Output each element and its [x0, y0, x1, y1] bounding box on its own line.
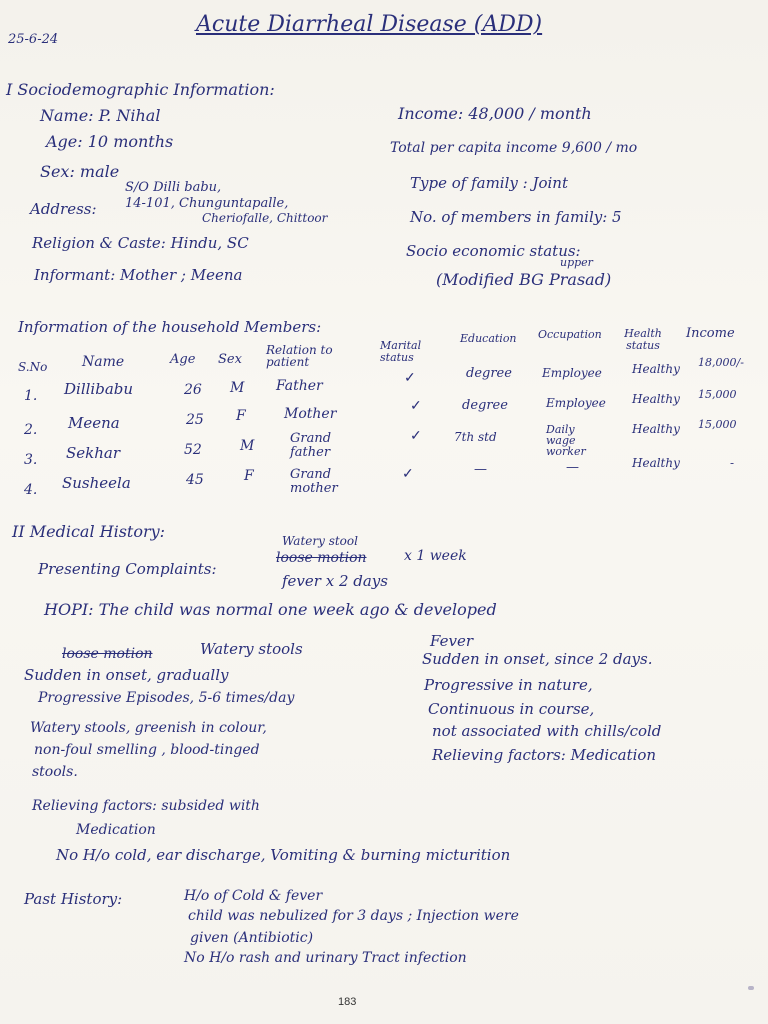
row-sex: M — [230, 380, 245, 396]
row-age: 25 — [186, 412, 204, 428]
left-line: Progressive Episodes, 5-6 times/day — [38, 690, 295, 706]
section1-heading: I Sociodemographic Information: — [6, 80, 275, 99]
col-occupation: Occupation — [538, 328, 602, 341]
row-health: Healthy — [632, 422, 680, 436]
col-name: Name — [82, 354, 125, 370]
row-income: 15,000 — [698, 388, 737, 401]
row-marital: ✓ — [410, 428, 422, 444]
left-line: stools. — [32, 764, 78, 780]
past-history-label: Past History: — [24, 890, 123, 908]
row-relation: Mother — [284, 406, 337, 422]
per-capita-income: Total per capita income 9,600 / mo — [390, 140, 638, 156]
right-line: Progressive in nature, — [424, 676, 593, 694]
date: 25-6-24 — [8, 32, 59, 47]
col-relation: Relation to patient — [266, 343, 333, 369]
row-marital: ✓ — [404, 370, 416, 386]
row-sno: 3. — [24, 452, 38, 468]
row-income: - — [730, 456, 735, 470]
col-age: Age — [170, 352, 196, 367]
row-relation: Father — [276, 378, 323, 394]
complaint1-insert: Watery stool — [282, 534, 358, 548]
struck-loose-motion: loose motion — [62, 646, 153, 662]
income: Income: 48,000 / month — [398, 104, 592, 123]
row-income: 15,000 — [698, 418, 737, 431]
no-history: No H/o cold, ear discharge, Vomiting & burning micturition — [56, 846, 511, 864]
religion-caste: Religion & Caste: Hindu, SC — [32, 234, 249, 252]
col-sno: S.No — [18, 360, 48, 374]
address-line3: Cheriofalle, Chittoor — [202, 211, 328, 225]
patient-name: Name: P. Nihal — [40, 106, 161, 125]
row-name: Meena — [68, 414, 120, 432]
row-occupation: Employee — [542, 366, 602, 380]
right-line: Continuous in course, — [428, 700, 595, 718]
ink-mark — [748, 986, 754, 990]
row-name: Susheela — [62, 474, 131, 492]
row-occupation: — — [566, 460, 579, 475]
hopi: HOPI: The child was normal one week ago & developed — [44, 600, 497, 619]
patient-sex: Sex: male — [40, 162, 120, 181]
page-title: Acute Diarrheal Disease (ADD) — [196, 12, 543, 37]
row-health: Healthy — [632, 392, 680, 406]
row-name: Dillibabu — [64, 380, 134, 398]
informant: Informant: Mother ; Meena — [34, 266, 243, 284]
row-occupation: Employee — [546, 396, 606, 410]
right-line: not associated with chills/cold — [432, 722, 662, 740]
page-number: 183 — [338, 996, 357, 1008]
right-line: Sudden in onset, since 2 days. — [422, 650, 653, 668]
row-relation: Grand mother — [290, 467, 338, 496]
row-occupation: Daily wage worker — [546, 423, 586, 458]
row-sex: M — [240, 438, 255, 454]
past-line: No H/o rash and urinary Tract infection — [184, 950, 467, 966]
ses-scale: (Modified BG Prasad) — [436, 270, 612, 289]
row-education: degree — [462, 398, 508, 413]
row-education: degree — [466, 366, 512, 381]
row-marital: ✓ — [402, 466, 414, 482]
past-line: child was nebulized for 3 days ; Injection were — [188, 908, 519, 924]
row-sex: F — [236, 408, 246, 424]
ses-label: Socio economic status: — [406, 242, 581, 260]
household-heading: Information of the household Members: — [18, 318, 322, 336]
left-line: non-foul smelling , blood-tinged — [34, 742, 260, 758]
row-health: Healthy — [632, 456, 680, 470]
row-age: 26 — [184, 382, 202, 398]
row-age: 45 — [186, 472, 204, 488]
row-income: 18,000/- — [698, 356, 744, 369]
address-line1: S/O Dilli babu, — [125, 180, 222, 195]
section2-heading: II Medical History: — [12, 522, 166, 541]
row-age: 52 — [184, 442, 202, 458]
row-education: 7th std — [454, 430, 497, 444]
past-line: given (Antibiotic) — [190, 930, 314, 946]
row-relation: Grand father — [290, 431, 332, 460]
row-sex: F — [244, 468, 254, 484]
col-sex: Sex — [218, 352, 242, 367]
address-line2: 14-101, Chunguntapalle, — [125, 196, 289, 211]
relieving-factors: Relieving factors: subsided with — [32, 798, 260, 814]
col-education: Education — [460, 332, 517, 345]
presenting-label: Presenting Complaints: — [38, 560, 217, 578]
row-sno: 2. — [24, 422, 38, 438]
patient-age: Age: 10 months — [46, 132, 174, 151]
family-members: No. of members in family: 5 — [410, 208, 622, 226]
row-sno: 4. — [24, 482, 38, 498]
ses-class: upper — [560, 256, 593, 269]
row-sno: 1. — [24, 388, 38, 404]
left-line: Watery stools, greenish in colour, — [30, 720, 267, 736]
col-marital: Marital status — [380, 339, 422, 364]
right-line: Relieving factors: Medication — [432, 746, 657, 764]
complaint2: fever x 2 days — [282, 572, 388, 590]
row-health: Healthy — [632, 362, 680, 376]
col-health: Health status — [624, 327, 662, 352]
past-line: H/o of Cold & fever — [184, 888, 323, 904]
address-label: Address: — [30, 200, 97, 218]
right-line: Fever — [430, 632, 473, 650]
col-income: Income — [686, 326, 735, 341]
family-type: Type of family : Joint — [410, 174, 568, 192]
relieving-medication: Medication — [76, 822, 156, 838]
row-marital: ✓ — [410, 398, 422, 414]
row-name: Sekhar — [66, 444, 121, 462]
left-line: Sudden in onset, gradually — [24, 666, 229, 684]
complaint1-duration: x 1 week — [404, 548, 467, 564]
row-education: — — [474, 462, 487, 477]
left-line: Watery stools — [200, 640, 303, 658]
complaint1-struck: loose motion — [276, 550, 367, 566]
